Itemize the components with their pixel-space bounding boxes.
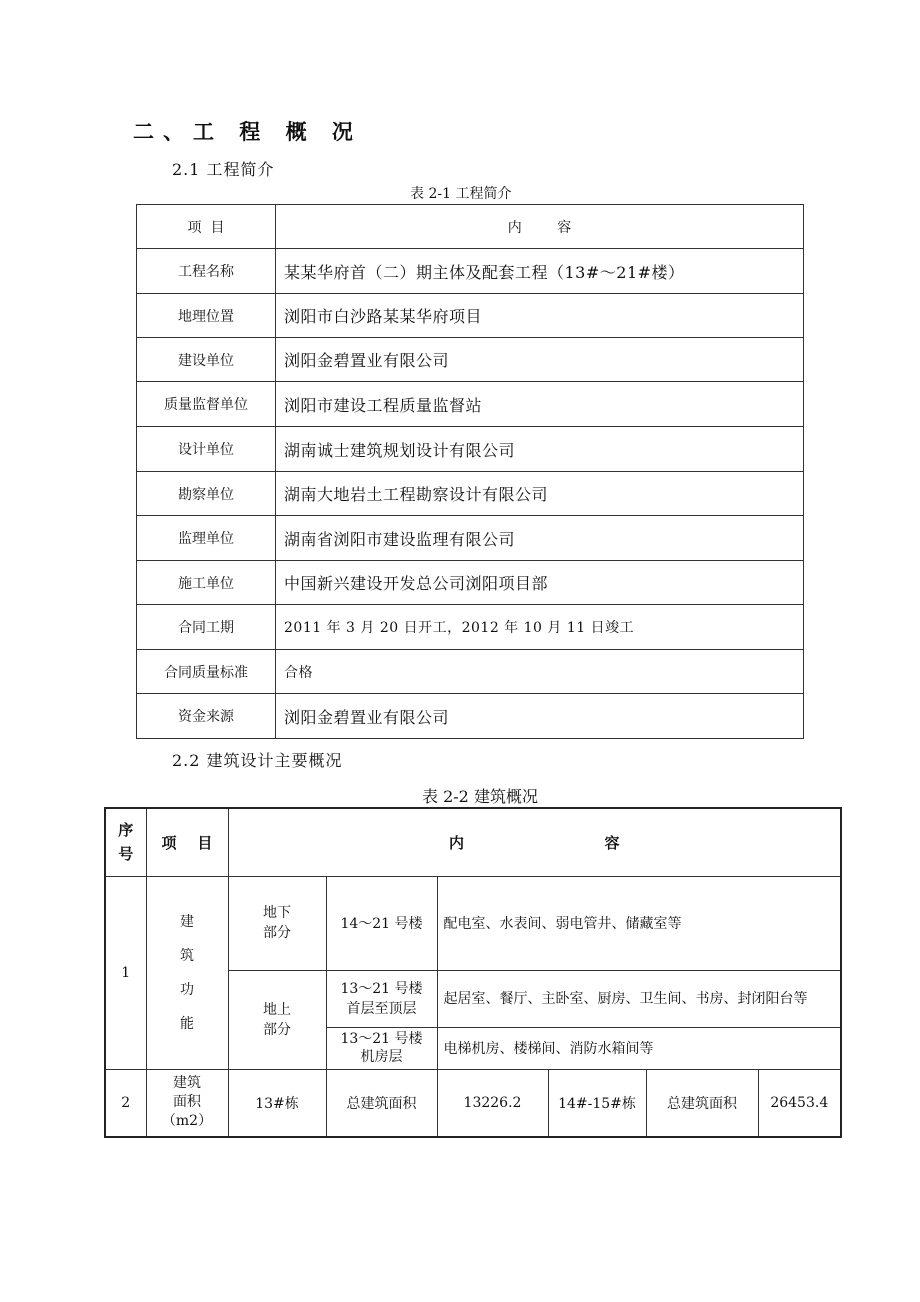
row-value: 浏阳市建设工程质量监督站 bbox=[276, 382, 804, 427]
row2-bldg-13: 13#栋 bbox=[228, 1069, 326, 1137]
aboveground-bldg-a-2: 首层至顶层 bbox=[346, 1000, 417, 1017]
underground-part-1: 地下 bbox=[263, 905, 291, 921]
row-value: 浏阳金碧置业有限公司 bbox=[276, 694, 804, 739]
project-overview-table bbox=[136, 204, 804, 739]
table-header-row bbox=[105, 808, 841, 876]
row-value: 中国新兴建设开发总公司浏阳项目部 bbox=[276, 561, 804, 605]
table1-caption: 表 2-1 工程简介 bbox=[410, 186, 512, 202]
row2-item-3: （m2） bbox=[161, 1113, 213, 1130]
underground-bldg: 14～21 号楼 bbox=[326, 876, 437, 970]
aboveground-part-2: 部分 bbox=[263, 1021, 291, 1038]
row-label: 施工单位 bbox=[137, 561, 276, 605]
row-label: 设计单位 bbox=[137, 427, 276, 472]
aboveground-part-1: 地上 bbox=[263, 1001, 291, 1018]
table-row bbox=[137, 650, 804, 694]
row2-item-1: 建筑 bbox=[173, 1075, 201, 1092]
row-label: 建设单位 bbox=[137, 338, 276, 382]
row-label: 监理单位 bbox=[137, 516, 276, 561]
row-value: 浏阳市白沙路某某华府项目 bbox=[276, 294, 804, 338]
row-value: 某某华府首（二）期主体及配套工程（13#～21#楼） bbox=[276, 249, 804, 294]
underground-part bbox=[228, 876, 326, 970]
row1-item-char: 建 bbox=[180, 913, 194, 930]
row-label: 资金来源 bbox=[137, 694, 276, 739]
row1-item-char: 能 bbox=[180, 1015, 194, 1032]
row2-bldg-14-15: 14#-15#栋 bbox=[548, 1069, 646, 1137]
table-row bbox=[137, 249, 804, 294]
aboveground-bldg-a-1: 13～21 号楼 bbox=[340, 980, 423, 997]
row-value: 2011 年 3 月 20 日开工，2012 年 10 月 11 日竣工 bbox=[276, 605, 804, 650]
row-label: 质量监督单位 bbox=[137, 382, 276, 427]
table-header-row bbox=[137, 205, 804, 249]
table-row bbox=[137, 694, 804, 739]
table-row bbox=[137, 472, 804, 516]
row2-total-area-value: 13226.2 bbox=[437, 1069, 548, 1137]
row-value: 合格 bbox=[276, 650, 804, 694]
row-value: 湖南诚士建筑规划设计有限公司 bbox=[276, 427, 804, 472]
row2-no: 2 bbox=[105, 1069, 146, 1137]
section-title: 二、工 程 概 况 bbox=[133, 120, 362, 144]
row-value: 浏阳金碧置业有限公司 bbox=[276, 338, 804, 382]
row2-item-2: 面积 bbox=[173, 1094, 201, 1111]
row1-item-char: 筑 bbox=[180, 947, 194, 964]
aboveground-part bbox=[228, 970, 326, 1069]
aboveground-desc-a: 起居室、餐厅、主卧室、厨房、卫生间、书房、封闭阳台等 bbox=[437, 970, 841, 1027]
building-overview-table bbox=[104, 807, 842, 1138]
table-row bbox=[137, 382, 804, 427]
row2-total-area-label-2: 总建筑面积 bbox=[646, 1069, 758, 1137]
header-item: 项 目 bbox=[137, 205, 276, 249]
row1-item bbox=[146, 876, 228, 1069]
subsection-title-2-1: 2.1 工程简介 bbox=[172, 160, 275, 179]
table2-caption: 表 2-2 建筑概况 bbox=[422, 787, 538, 806]
table-row bbox=[137, 338, 804, 382]
row-label: 工程名称 bbox=[137, 249, 276, 294]
underground-desc: 配电室、水表间、弱电管井、储藏室等 bbox=[437, 876, 841, 970]
table-row bbox=[137, 561, 804, 605]
header-item: 项 目 bbox=[146, 808, 228, 876]
aboveground-bldg-b-1: 13～21 号楼 bbox=[340, 1031, 423, 1047]
header-no bbox=[105, 808, 146, 876]
underground-part-2: 部分 bbox=[263, 925, 291, 941]
table-row bbox=[137, 427, 804, 472]
table-row-underground bbox=[105, 876, 841, 970]
aboveground-bldg-b-2: 机房层 bbox=[360, 1049, 403, 1065]
header-content: 内 容 bbox=[276, 205, 804, 249]
aboveground-bldg-b bbox=[326, 1027, 437, 1069]
row-label: 合同工期 bbox=[137, 605, 276, 650]
header-content-1: 内 bbox=[449, 833, 465, 852]
row-label: 勘察单位 bbox=[137, 472, 276, 516]
row-label: 合同质量标准 bbox=[137, 650, 276, 694]
header-no-1: 序 bbox=[118, 821, 134, 840]
row1-item-char: 功 bbox=[180, 981, 194, 998]
row2-item bbox=[146, 1069, 228, 1137]
aboveground-desc-b: 电梯机房、楼梯间、消防水箱间等 bbox=[437, 1027, 841, 1069]
row2-total-area-label: 总建筑面积 bbox=[326, 1069, 437, 1137]
header-content-2: 容 bbox=[604, 833, 620, 852]
table-row-area bbox=[105, 1069, 841, 1137]
row-label: 地理位置 bbox=[137, 294, 276, 338]
row-value: 湖南省浏阳市建设监理有限公司 bbox=[276, 516, 804, 561]
table-row bbox=[137, 516, 804, 561]
row-value: 湖南大地岩土工程勘察设计有限公司 bbox=[276, 472, 804, 516]
row2-total-area-value-2: 26453.4 bbox=[758, 1069, 841, 1137]
header-content bbox=[228, 808, 841, 876]
row1-no: 1 bbox=[105, 876, 146, 1069]
subsection-title-2-2: 2.2 建筑设计主要概况 bbox=[172, 751, 343, 770]
aboveground-bldg-a bbox=[326, 970, 437, 1027]
header-no-2: 号 bbox=[118, 845, 134, 864]
table-row bbox=[137, 294, 804, 338]
table-row bbox=[137, 605, 804, 650]
